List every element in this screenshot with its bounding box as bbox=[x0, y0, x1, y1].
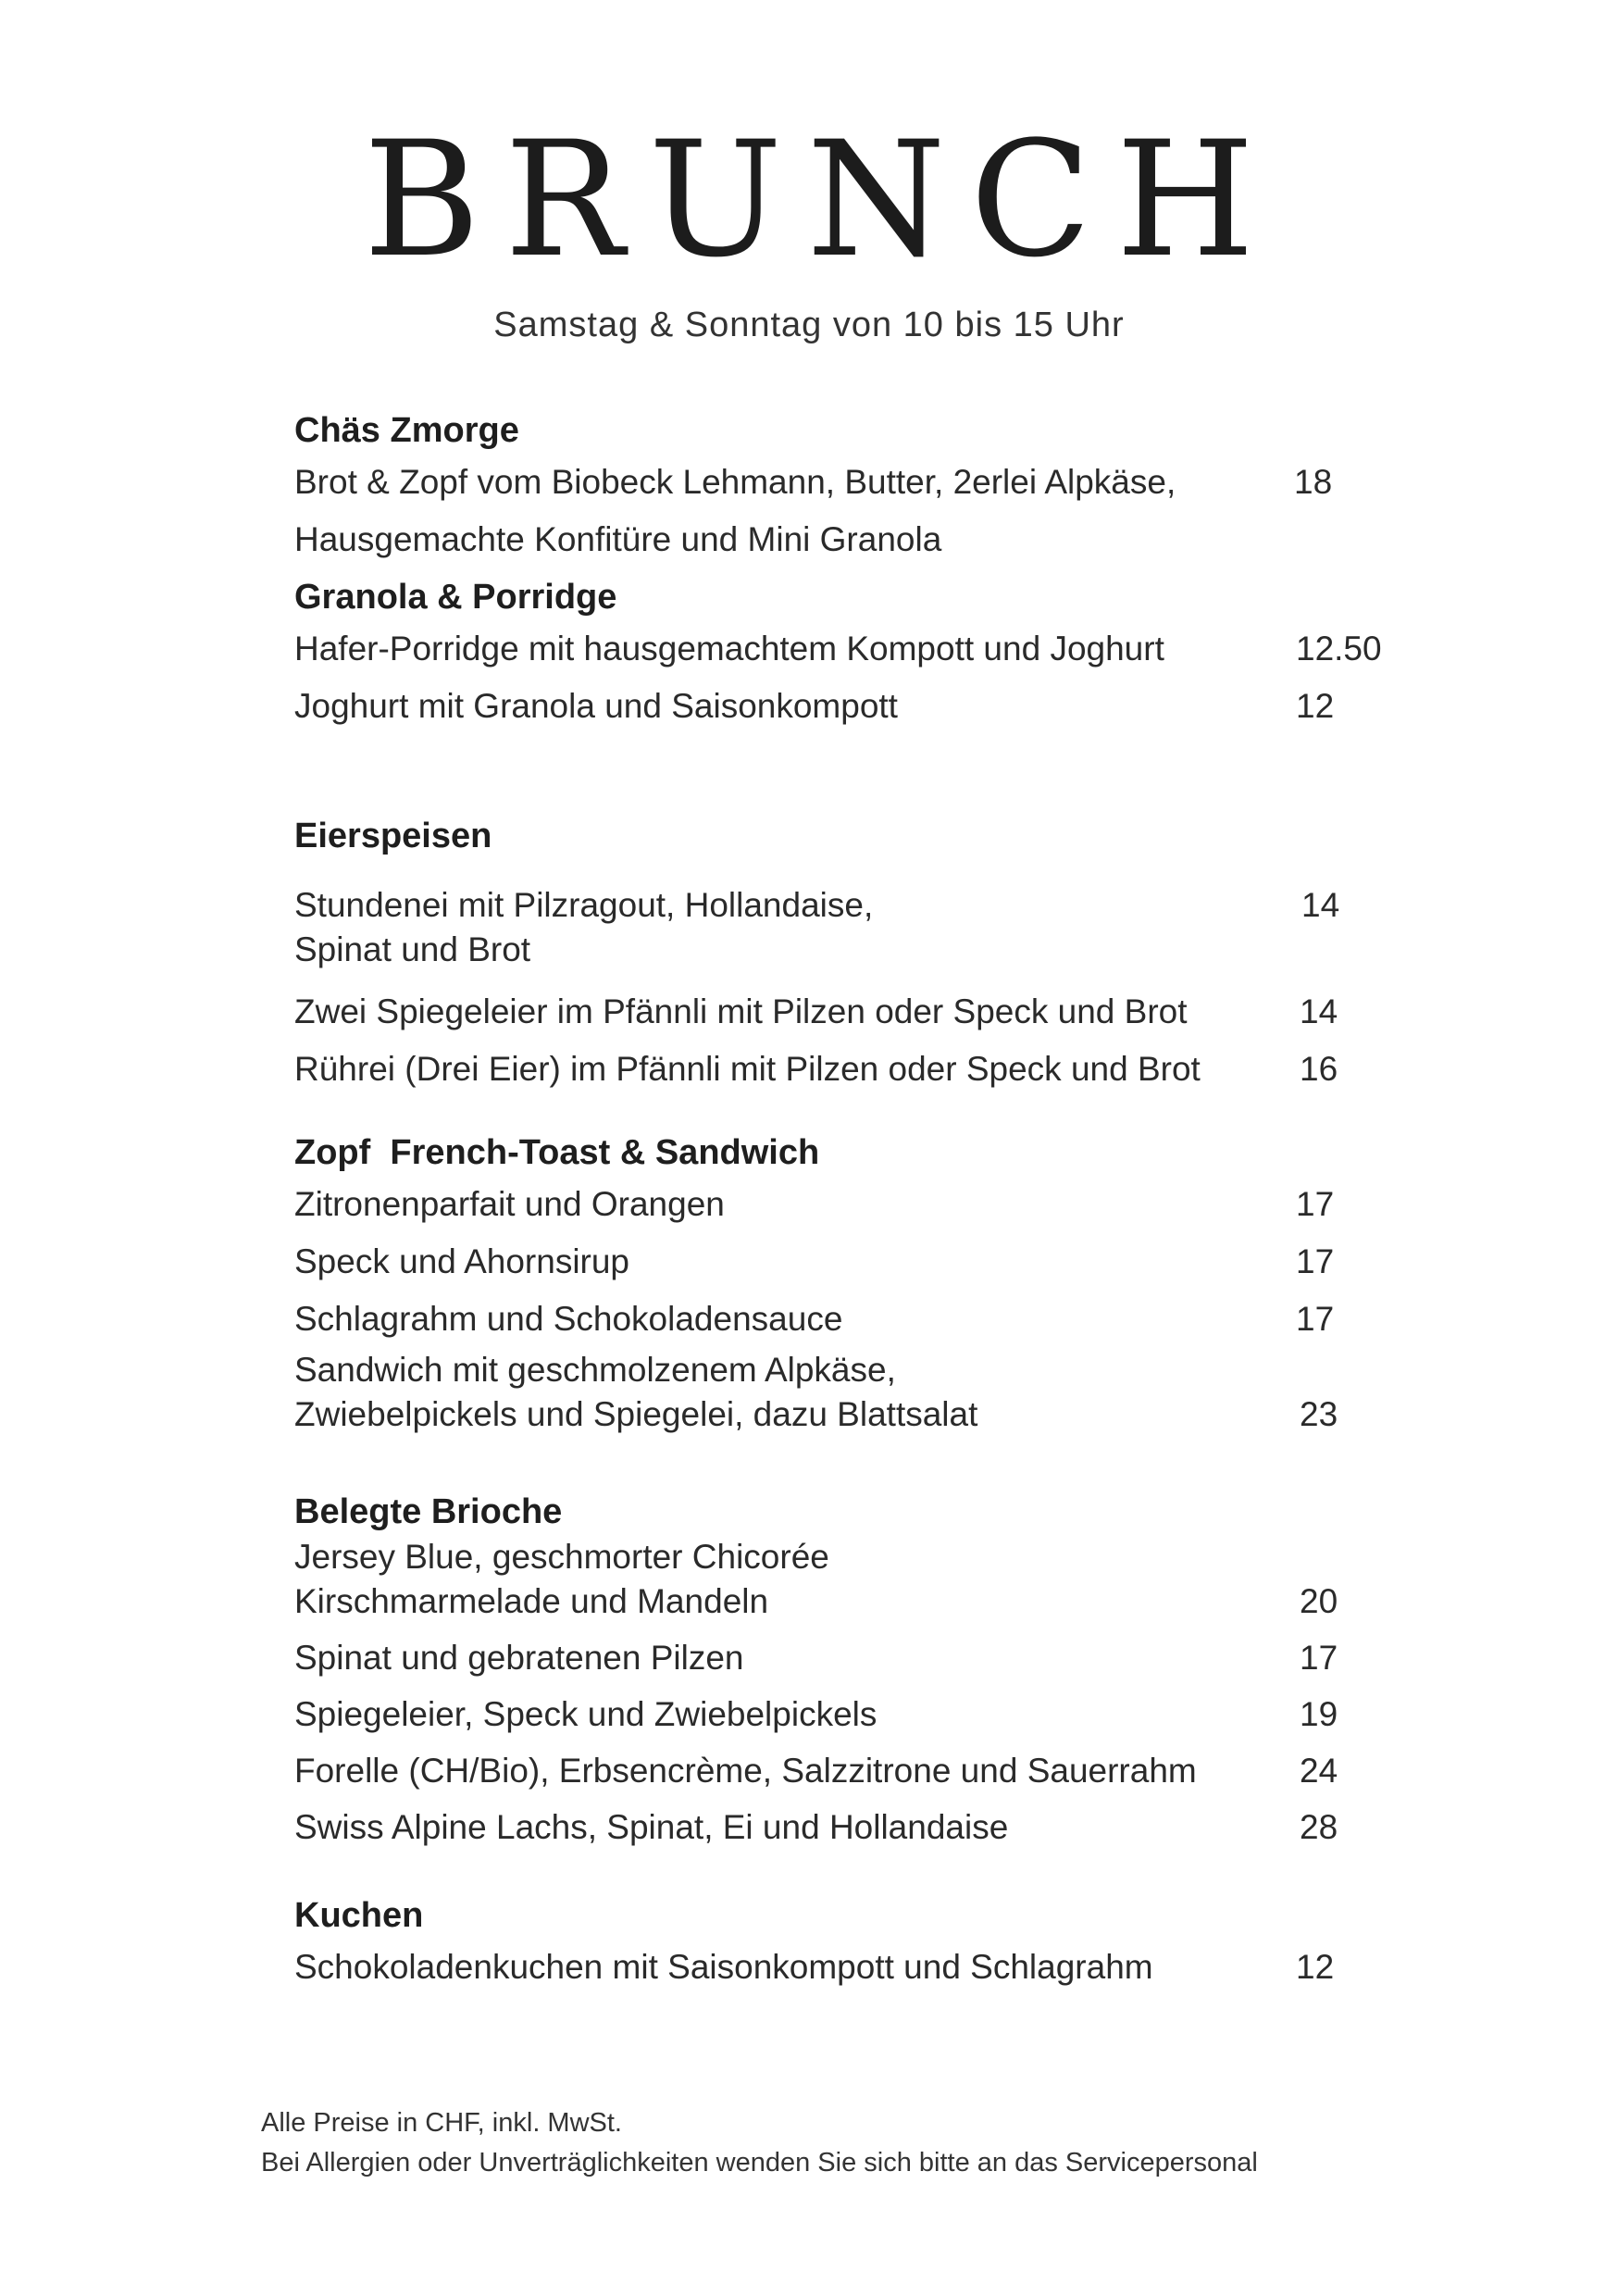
item-price: 20 bbox=[1300, 1582, 1338, 1620]
item-price: 16 bbox=[1300, 1050, 1338, 1088]
section-title: Zopf French-Toast & Sandwich bbox=[294, 1133, 820, 1172]
section-title: Granola & Porridge bbox=[294, 578, 617, 617]
item-description: Forelle (CH/Bio), Erbsencrème, Salzzitrone und Sauerrahm bbox=[294, 1752, 1197, 1790]
section-title: Kuchen bbox=[294, 1896, 424, 1935]
section-french-toast-sandwich bbox=[294, 1129, 1387, 1437]
item-description: Zwiebelpickels und Spiegelei, dazu Blattsalat bbox=[294, 1395, 978, 1433]
menu-list bbox=[294, 407, 1387, 1996]
menu-item bbox=[294, 1939, 1387, 1996]
item-price: 12 bbox=[1296, 1948, 1335, 1986]
item-price: 17 bbox=[1296, 1242, 1335, 1280]
menu-title: BRUNCH bbox=[363, 106, 1279, 293]
item-description: Rührei (Drei Eier) im Pfännli mit Pilzen oder Speck und Brot bbox=[294, 1050, 1201, 1088]
item-price: 23 bbox=[1300, 1395, 1338, 1433]
menu-item bbox=[294, 1233, 1387, 1291]
item-description: Hafer-Porridge mit hausgemachtem Kompott und Joghurt bbox=[294, 630, 1164, 668]
item-description: Spiegeleier, Speck und Zwiebelpickels bbox=[294, 1695, 877, 1733]
item-description: Spinat und gebratenen Pilzen bbox=[294, 1639, 744, 1677]
item-description: Zitronenparfait und Orangen bbox=[294, 1185, 725, 1223]
item-price: 28 bbox=[1300, 1808, 1338, 1846]
footer-note bbox=[261, 2103, 1464, 2183]
item-price: 14 bbox=[1301, 886, 1340, 924]
menu-item bbox=[294, 1535, 1387, 1624]
menu-item bbox=[294, 1348, 1387, 1437]
menu-item bbox=[294, 1742, 1387, 1799]
item-description: Spinat und Brot bbox=[294, 930, 531, 968]
item-description: Zwei Spiegeleier im Pfännli mit Pilzen oder Speck und Brot bbox=[294, 992, 1188, 1030]
menu-item bbox=[294, 883, 1387, 972]
price-note: Alle Preise in CHF, inkl. MwSt. bbox=[261, 2108, 622, 2138]
item-price: 17 bbox=[1300, 1639, 1338, 1677]
item-price: 12 bbox=[1296, 687, 1335, 725]
item-description: Hausgemachte Konfitüre und Mini Granola bbox=[294, 520, 942, 558]
item-description: Jersey Blue, geschmorter Chicorée bbox=[294, 1538, 829, 1576]
item-description: Brot & Zopf vom Biobeck Lehmann, Butter, 2erlei Alpkäse, bbox=[294, 463, 1176, 501]
section-title: Eierspeisen bbox=[294, 817, 492, 855]
menu-item bbox=[294, 620, 1387, 678]
item-price: 17 bbox=[1296, 1300, 1335, 1338]
item-description: Schokoladenkuchen mit Saisonkompott und Schlagrahm bbox=[294, 1948, 1153, 1986]
menu-item bbox=[294, 454, 1387, 568]
opening-hours: Samstag & Sonntag von 10 bis 15 Uhr bbox=[493, 306, 1125, 344]
section-eierspeisen bbox=[294, 813, 1387, 1098]
item-price: 19 bbox=[1300, 1695, 1338, 1733]
section-title: Belegte Brioche bbox=[294, 1492, 563, 1531]
menu-item bbox=[294, 678, 1387, 735]
item-description: Speck und Ahornsirup bbox=[294, 1242, 630, 1280]
item-description: Swiss Alpine Lachs, Spinat, Ei und Hollandaise bbox=[294, 1808, 1009, 1846]
section-granola-porridge bbox=[294, 574, 1387, 735]
item-description: Joghurt mit Granola und Saisonkompott bbox=[294, 687, 898, 725]
menu-item bbox=[294, 1041, 1387, 1098]
item-description: Schlagrahm und Schokoladensauce bbox=[294, 1300, 843, 1338]
menu-item bbox=[294, 1629, 1387, 1686]
item-price: 18 bbox=[1294, 463, 1333, 501]
menu-item bbox=[294, 983, 1387, 1041]
item-description: Stundenei mit Pilzragout, Hollandaise, bbox=[294, 886, 874, 924]
section-title: Chäs Zmorge bbox=[294, 411, 519, 450]
item-price: 17 bbox=[1296, 1185, 1335, 1223]
menu-item bbox=[294, 1291, 1387, 1348]
item-description: Sandwich mit geschmolzenem Alpkäse, bbox=[294, 1351, 896, 1389]
item-price: 24 bbox=[1300, 1752, 1338, 1790]
menu-item bbox=[294, 1686, 1387, 1742]
item-price: 14 bbox=[1300, 992, 1338, 1030]
item-price: 12.50 bbox=[1296, 630, 1382, 668]
section-kuchen bbox=[294, 1892, 1387, 1996]
section-chaes-zmorge bbox=[294, 407, 1387, 568]
section-belegte-brioche bbox=[294, 1489, 1387, 1855]
menu-item bbox=[294, 1176, 1387, 1233]
allergy-note: Bei Allergien oder Unverträglichkeiten wenden Sie sich bitte an das Servicepersonal bbox=[261, 2148, 1258, 2177]
menu-item bbox=[294, 1799, 1387, 1855]
item-description: Kirschmarmelade und Mandeln bbox=[294, 1582, 769, 1620]
